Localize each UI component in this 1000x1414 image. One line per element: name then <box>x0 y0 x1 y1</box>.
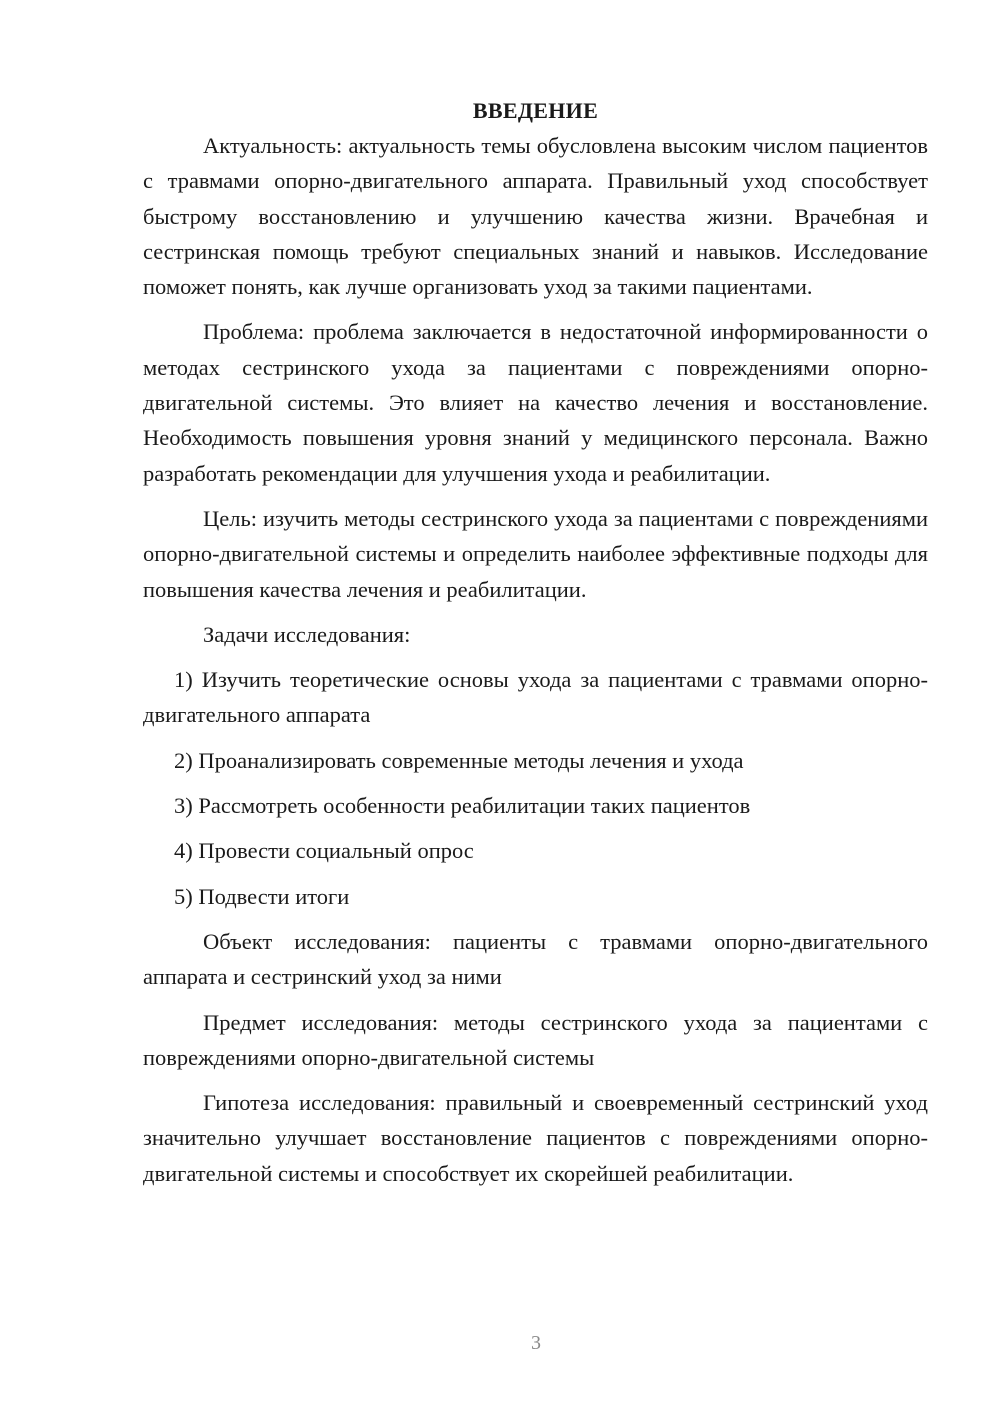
task-item-2: 2) Проанализировать современные методы лечения и ухода <box>174 747 744 773</box>
hypothesis-paragraph: Гипотеза исследования: правильный и своевременный сестринский уход значительно улучшает восстановление пациентов с повреждениями опорно-двигательной системы и способствует их скорейшей реабилитации. <box>143 1090 928 1186</box>
page-content <box>143 93 928 1201</box>
problem-paragraph: Проблема: проблема заключается в недостаточной информированности о методах сестринского ухода за пациентами с повреждениями опорно-двигательной системы. Это влияет на качество лечения и восстановление. Необходимость повышения уровня знаний у медицинского персонала. Важно разработать рекомендации для улучшения ухода и реабилитации. <box>143 319 928 486</box>
task-item-3: 3) Рассмотреть особенности реабилитации таких пациентов <box>174 793 751 819</box>
subject-paragraph: Предмет исследования: методы сестринского ухода за пациентами с повреждениями опорно-двигательной системы <box>143 1009 928 1070</box>
task-item-5: 5) Подвести итоги <box>174 883 350 909</box>
object-paragraph: Объект исследования: пациенты с травмами опорно-двигательного аппарата и сестринский уход за ними <box>143 928 928 990</box>
relevance-paragraph: Актуальность: актуальность темы обусловлена высоким числом пациентов с травмами опорно-двигательного аппарата. Правильный уход способствует быстрому восстановлению и улучшению качества жизни. Врачебная и сестринская помощь требуют специальных знаний и навыков. Исследование поможет понять, как лучше организовать уход за такими пациентами. <box>143 133 928 300</box>
task-item-1: 1) Изучить теоретические основы ухода за пациентами с травмами опорно-двигательного аппарата <box>143 667 928 728</box>
task-item-4: 4) Провести социальный опрос <box>174 838 474 864</box>
page-number: 3 <box>531 1332 541 1354</box>
section-heading: ВВЕДЕНИЕ <box>472 98 599 123</box>
tasks-title: Задачи исследования: <box>203 621 411 647</box>
goal-paragraph: Цель: изучить методы сестринского ухода за пациентами с повреждениями опорно-двигательной системы и определить наиболее эффективные подходы для повышения качества лечения и реабилитации. <box>143 505 928 602</box>
